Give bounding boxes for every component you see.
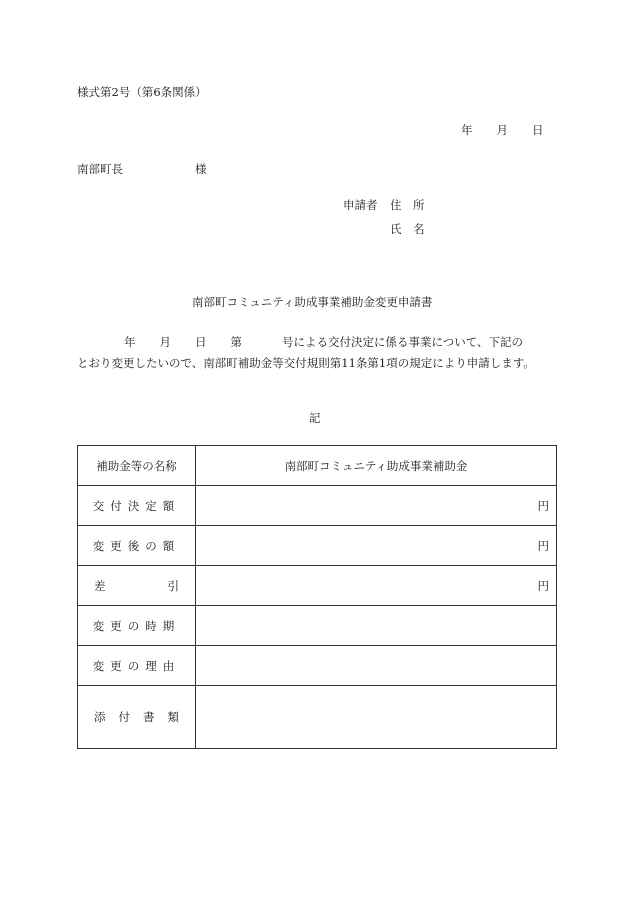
body-year: 年 <box>124 335 136 349</box>
application-table <box>77 445 557 749</box>
applicant-address-label: 住 所 <box>390 198 425 212</box>
date-line <box>461 123 544 137</box>
date-day: 日 <box>532 123 544 137</box>
row-value-grant-amount[interactable]: 円 <box>196 486 557 526</box>
body-day: 日 <box>195 335 207 349</box>
row-label-grant-amount: 交付決定額 <box>78 486 196 526</box>
table-row <box>78 446 557 486</box>
body-month: 月 <box>159 335 171 349</box>
row-value-changed-amount[interactable]: 円 <box>196 526 557 566</box>
table-row <box>78 686 557 749</box>
date-month: 月 <box>496 123 508 137</box>
addressee-name: 南部町長 <box>77 162 123 176</box>
row-value-change-reason[interactable] <box>196 646 557 686</box>
body-line-2: とおり変更したいので、南部町補助金等交付規則第11条第1項の規定により申請します。 <box>77 356 535 370</box>
date-year: 年 <box>461 123 473 137</box>
row-value-change-timing[interactable] <box>196 606 557 646</box>
form-number: 様式第2号（第6条関係） <box>77 85 207 99</box>
row-value-attachments[interactable] <box>196 686 557 749</box>
row-label-changed-amount: 変更後の額 <box>78 526 196 566</box>
row-value-subsidy-name: 南部町コミュニティ助成事業補助金 <box>196 446 557 486</box>
addressee-honorific: 様 <box>195 162 207 176</box>
table-row <box>78 606 557 646</box>
applicant-name-label: 氏 名 <box>390 222 425 236</box>
applicant-label: 申請者 <box>343 198 378 212</box>
body-dai: 第 <box>230 335 242 349</box>
row-label-difference: 差引 <box>78 566 196 606</box>
document-title: 南部町コミュニティ助成事業補助金変更申請書 <box>192 295 433 309</box>
table-row <box>78 566 557 606</box>
body-line-1 <box>124 335 523 349</box>
row-label-subsidy-name: 補助金等の名称 <box>78 446 196 486</box>
row-label-attachments: 添付書類 <box>78 686 196 749</box>
body-line-1-rest: 号による交付決定に係る事業について、下記の <box>282 335 524 349</box>
table-row <box>78 646 557 686</box>
row-value-difference[interactable]: 円 <box>196 566 557 606</box>
row-label-change-reason: 変更の理由 <box>78 646 196 686</box>
table-row <box>78 526 557 566</box>
ki-heading: 記 <box>309 411 321 425</box>
row-label-change-timing: 変更の時期 <box>78 606 196 646</box>
table-row <box>78 486 557 526</box>
